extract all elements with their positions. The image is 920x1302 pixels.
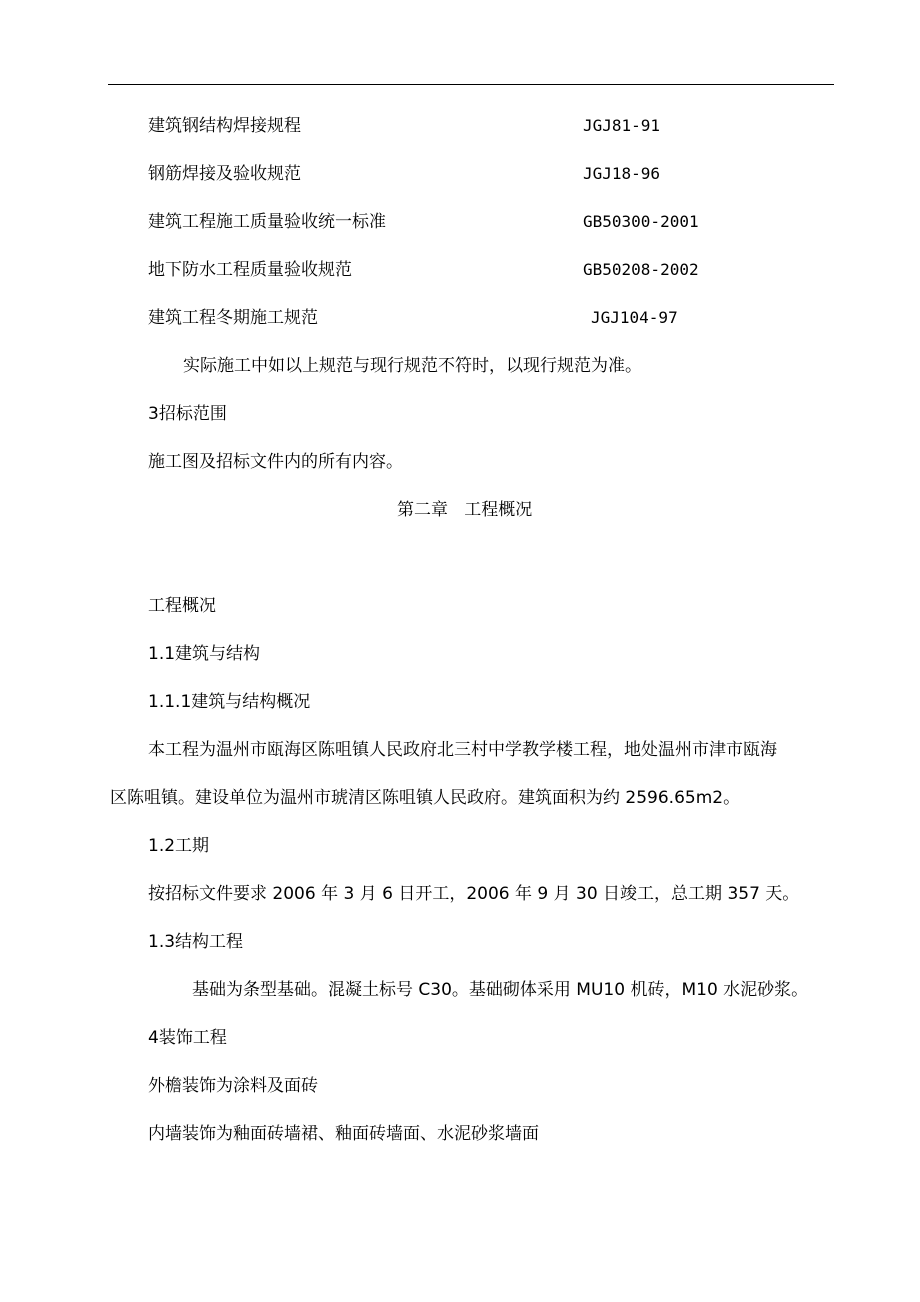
section-heading-1-3: 1.3结构工程 <box>148 932 244 952</box>
section-heading-4: 4装饰工程 <box>148 1028 227 1048</box>
header-rule <box>108 84 834 85</box>
scope-heading: 3招标范围 <box>148 404 227 424</box>
interior-decor-text: 内墙装饰为釉面砖墙裙、釉面砖墙面、水泥砂浆墙面 <box>148 1124 539 1144</box>
standards-note: 实际施工中如以上规范与现行规范不符时，以现行规范为准。 <box>183 356 642 376</box>
chapter-title: 第二章 工程概况 <box>397 500 533 520</box>
scope-text: 施工图及招标文件内的所有内容。 <box>148 452 403 472</box>
standard-code: GB50300-2001 <box>583 212 699 231</box>
standard-name: 建筑工程施工质量验收统一标准 <box>148 212 386 232</box>
standard-name: 地下防水工程质量验收规范 <box>148 260 352 280</box>
standard-code: JGJ18-96 <box>583 164 661 183</box>
exterior-decor-text: 外檐装饰为涂料及面砖 <box>148 1076 318 1096</box>
section-heading-1-1-1: 1.1.1建筑与结构概况 <box>148 692 311 712</box>
standard-code: JGJ104-97 <box>591 308 678 327</box>
standard-name: 建筑工程冬期施工规范 <box>148 308 318 328</box>
schedule-text: 按招标文件要求 2006 年 3 月 6 日开工，2006 年 9 月 30 日竣工，总工期 357 天。 <box>148 884 800 904</box>
structure-text: 基础为条型基础。混凝土标号 C30。基础砌体采用 MU10 机砖，M10 水泥砂浆。 <box>192 980 809 1000</box>
overview-heading: 工程概况 <box>148 596 216 616</box>
standard-code: GB50208-2002 <box>583 260 699 279</box>
standard-name: 钢筋焊接及验收规范 <box>148 164 301 184</box>
section-heading-1-2: 1.2工期 <box>148 836 210 856</box>
standard-code: JGJ81-91 <box>583 116 661 135</box>
standard-name: 建筑钢结构焊接规程 <box>148 116 301 136</box>
overview-paragraph-line-1: 本工程为温州市瓯海区陈咀镇人民政府北三村中学教学楼工程，地处温州市津市瓯海 <box>148 740 777 760</box>
section-heading-1-1: 1.1建筑与结构 <box>148 644 261 664</box>
overview-paragraph-line-2: 区陈咀镇。建设单位为温州市琥清区陈咀镇人民政府。建筑面积为约 2596.65m2。 <box>110 788 741 808</box>
